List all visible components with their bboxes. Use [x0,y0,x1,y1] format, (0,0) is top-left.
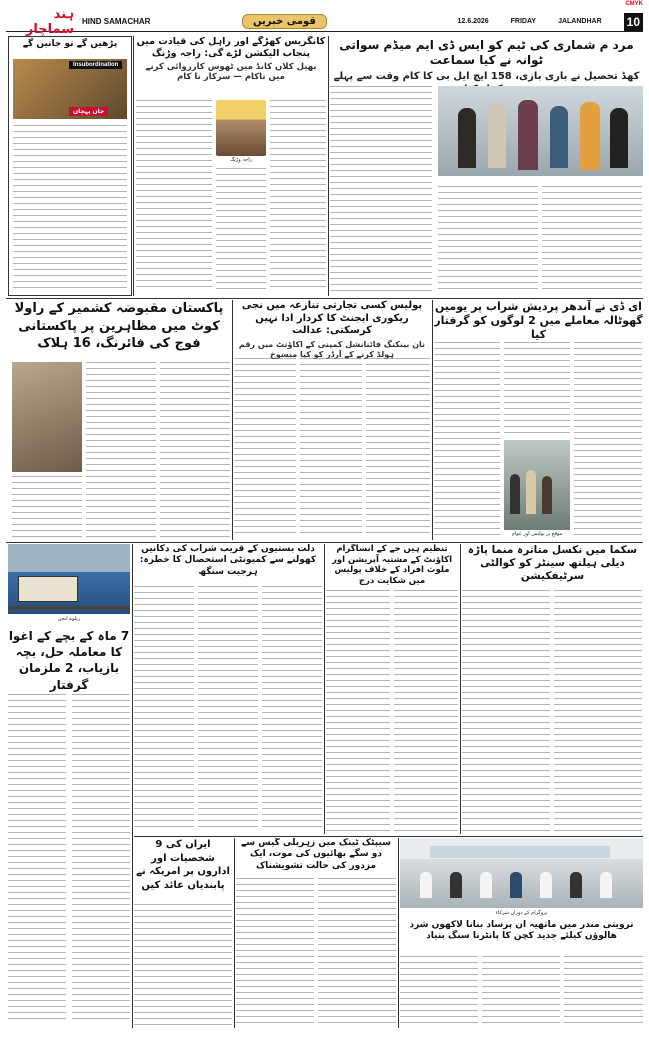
story-septic [236,838,396,1028]
warring-portrait [216,100,266,156]
story-headline: سیپٹک ٹینک میں زہریلی گیس سے دو سگے بھائیوں کی موت، ایک مزدور کی حالت تشویشناک [240,838,391,871]
story-body [542,186,642,291]
story-body [13,125,127,293]
ed-photo [504,440,570,530]
story-pok [8,300,230,540]
story-body [504,342,570,438]
column-rule [432,300,433,540]
story-headline: کانگریس کھڑگے اور راہل کی قیادت میں پنجاب الیکشن لڑے گی: راجہ وڑنگ [136,36,326,59]
story-instagram [326,544,458,834]
story-headline: پاکستان مقبوضہ کشمیر کے راولا کوٹ میں مظاہرین پر پاکستانی فوج کی فائرنگ، 16 ہلاک [14,301,224,352]
divider [6,298,643,299]
story-body [216,168,266,290]
divider [134,836,643,837]
masthead-meta [458,13,644,31]
story-iran [134,838,232,1028]
pok-protest-photo [12,362,82,472]
story-headline: ترویتی مندر میں ماتھیہ ان پرساد بنانا لاکھوں شرد ھالوؤں کیلئے جدید کچن کا پانٹرنا سنگ بنیاد [409,920,634,942]
page-number: 10 [624,13,643,31]
story-subheadline: نان بینکنگ فائنانشل کمپنی کے اکاؤنٹ میں رقم ہولڈ کرنے کے آرڈر کو کیا منسوخ [238,339,426,359]
story-body [134,586,194,832]
story-body [72,694,130,1024]
insubordination-badge: Insubordination [69,61,122,69]
story-body [12,476,82,538]
cmyk-mark: CMYK [625,1,643,7]
column-rule [328,36,329,296]
story-body [262,586,322,832]
issue-date: 12.6.2026 [457,18,489,25]
story-body [400,956,478,1026]
story-body [234,358,296,538]
story-body [462,590,550,832]
section-tag: قومی خبریں [242,14,327,29]
column-rule [133,36,134,296]
column-rule [460,544,461,834]
story-subheadline: کھڈ تحصیل نے باری بازی، 158 ایچ ایل بی کا کام وقت سے پہلے [333,71,640,82]
column-rule [132,544,133,1028]
story-body [554,590,642,832]
story-body [134,904,232,1026]
event-photo [400,838,643,908]
story-body [86,362,156,538]
train-photo [8,544,130,614]
story-body [574,342,642,538]
photo-caption: راجہ وڑنگ [229,157,253,163]
issue-day: FRIDAY [510,18,537,25]
masthead [6,6,643,37]
photo-caption: موقع پر پولیس اور عوام [511,531,563,537]
story-body [318,878,396,1026]
story-kidnap [8,544,130,1024]
story-body [434,342,500,538]
story-body [236,878,314,1026]
story-body [438,186,538,291]
story-headline: ایران کی 9 شخصیات اور اداروں پر امریکہ نے پابندیاں عائد کیں [136,839,230,891]
story-sukma [462,544,643,834]
story-headline: 7 ماہ کے بچے کے اغوا کا معاملہ حل، بچہ بازیاب، 2 ملزمان گرفتار [8,629,130,692]
story-liquor [134,544,322,834]
story-headline: ای ڈی نے آندھر پردیش شراب پر یومین گھوٹالہ معاملے میں 2 لوگوں کو گرفتار کیا [434,300,643,341]
story-column [8,36,132,296]
story-body [8,694,66,1024]
story-headline: تنظیم ہیں جے کے انساگرام اکاؤنٹ کے مشتبہ آپریشن اور ملوث افراد کے خلاف پولیس میں شکایت درج [331,544,453,586]
story-headline: مرد م شماری کی ٹیم کو ایس ڈی ایم میڈم سواتی ٹوانہ نے کیا سماعت [339,38,634,67]
story-body [136,100,212,290]
story-court [234,300,430,540]
story-headline: سکما میں نکسل متاثرہ منما پاڑہ دیلی ہیلتھ سینٹر کو کوالٹی سرٹیفکیشن [467,544,638,583]
story-warring [136,36,326,296]
column-rule [232,300,233,540]
story-tirupati [400,838,643,1028]
story-census [330,36,643,296]
story-body [330,86,432,291]
photo-caption: پروگرام کے دوران شرکاء [495,910,548,916]
column-rule [398,838,399,1028]
story-ed [434,300,643,540]
brand-logo: ہند سماچار [25,6,74,37]
brand-english: HIND SAMACHAR [82,17,151,26]
story-body [198,586,258,832]
story-body [394,590,458,832]
column-rule [234,838,235,1028]
story-subheadline: بھیل کلاں کانڈ میں ٹھوس کارروائی کرنے میں ناکام — سرکار نا کام [145,61,317,83]
story-body [160,362,230,538]
story-headline: پڑھیں گے تو جانیں گے [22,39,118,49]
column-rule [324,544,325,834]
story-body [270,100,326,290]
story-body [564,956,643,1026]
story-headline: دلت بستیوں کے قریب شراب کی دکانیں کھولنے سے کمیونٹی استحصال کا خطرہ: ہرجیت سنگھ [139,544,317,577]
story-body [326,590,390,832]
issue-city: JALANDHAR [558,18,602,25]
photo-caption: ریلوے انجن [57,616,81,622]
story-body [482,956,560,1026]
story-body [366,358,430,538]
story-body [300,358,362,538]
story-headline: پولیس کسی تجارتی تنازعہ میں نجی ریکوری ایجنٹ کا کردار ادا نہیں کرسکتی: عدالت [241,300,423,336]
census-team-photo [438,86,643,176]
column-tag: جان پہچان [69,107,108,116]
divider [6,542,643,543]
